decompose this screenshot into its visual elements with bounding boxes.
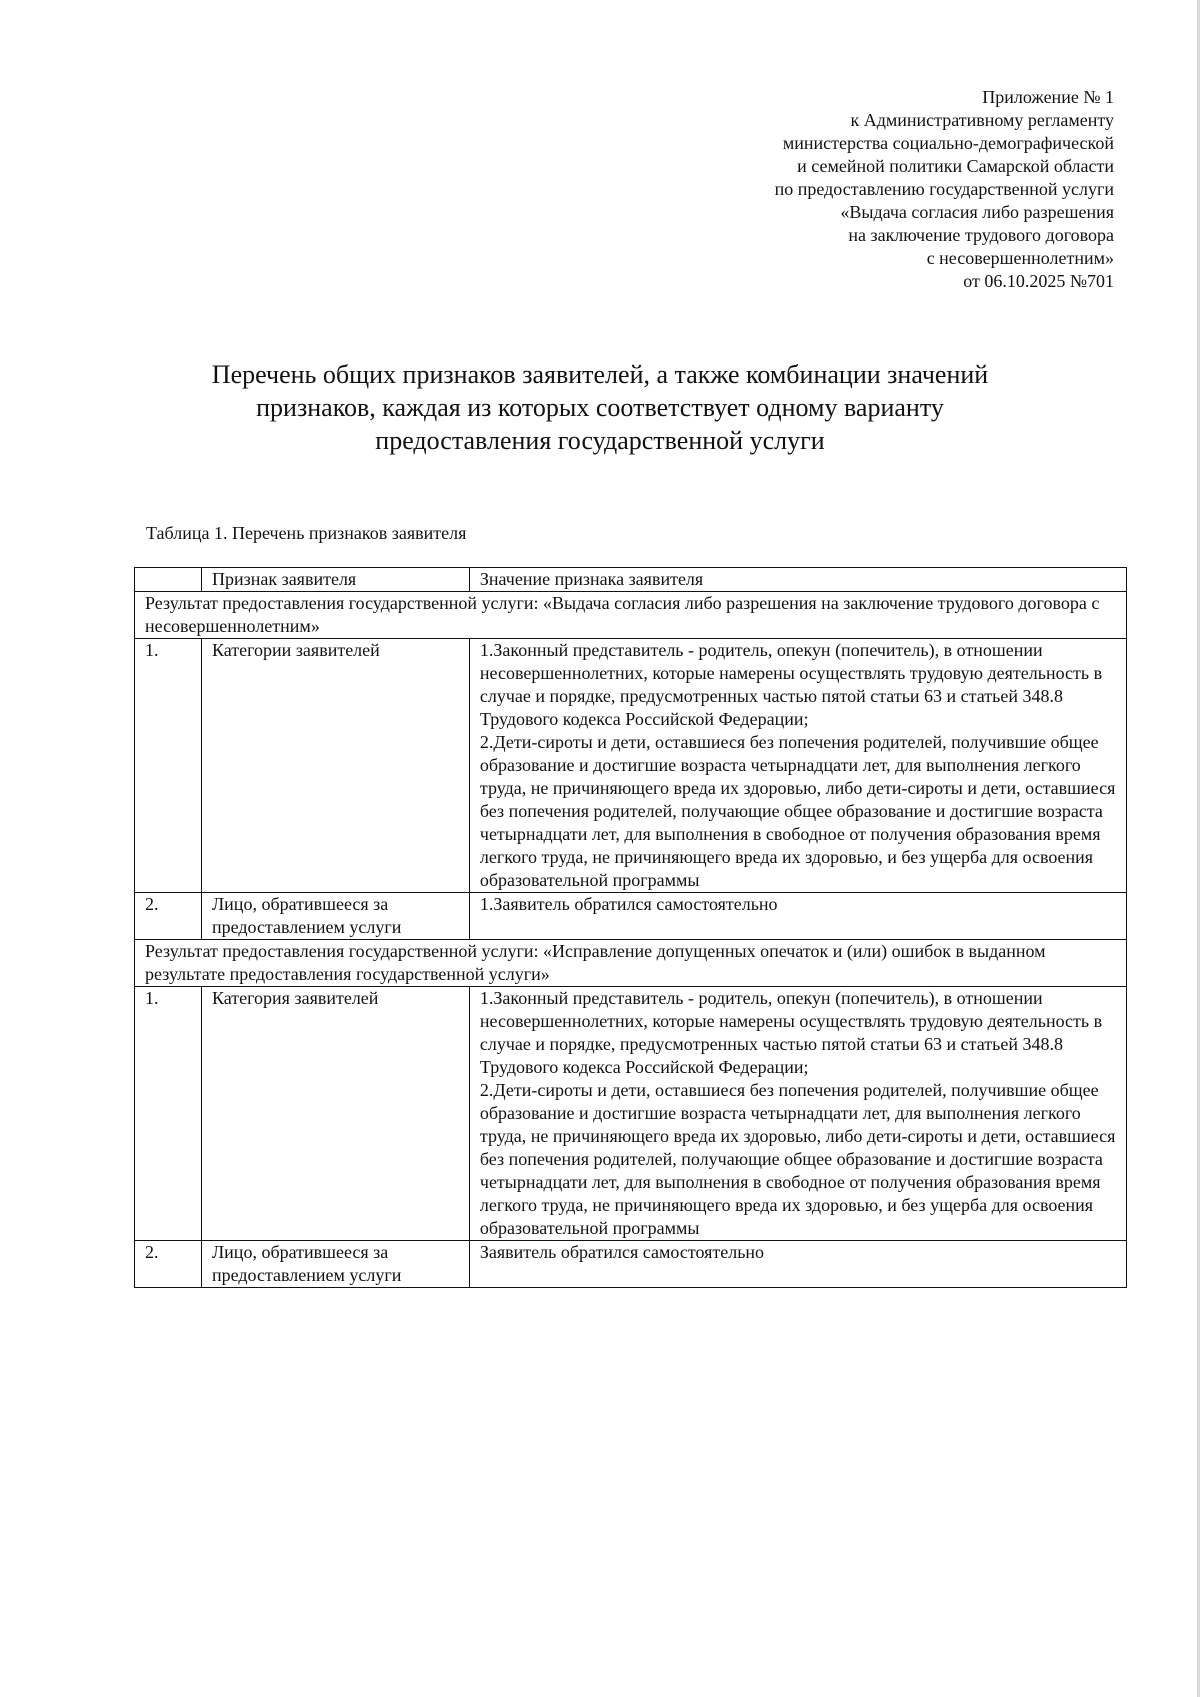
document-title (140, 358, 1060, 457)
appendix-line: с несовершеннолетним» (926, 248, 1114, 268)
header-value-cell: Значение признака заявителя (469, 568, 1126, 592)
table-header-row (135, 568, 1127, 592)
appendix-line: к Административному регламенту (850, 110, 1114, 130)
row-value-cell: 1.Законный представитель - родитель, опекун (попечитель), в отношении несовершеннолетних, которые намерены осуществлять трудовую деятельность в случае и порядке, предусмотренных частью пятой статьи 63 и статьей 348.8 Трудового кодекса Российской Федерации; 2.Дети-сироты и дети, оставшиеся без попечения родителей, получившие общее образование и достигшие возраста четырнадцати лет, для выполнения легкого труда, не причиняющего вреда их здоровью, либо дети-сироты и дети, оставшиеся без попечения родителей, получающие общее образование и достигшие возраста четырнадцати лет, для выполнения в свободное от получения образования время легкого труда, не причиняющего вреда их здоровью, и без ущерба для освоения образовательной программы (469, 639, 1126, 893)
appendix-line: Приложение № 1 (982, 87, 1114, 107)
table-row (135, 987, 1127, 1241)
header-sign-cell: Признак заявителя (201, 568, 469, 592)
row-sign-cell: Категория заявителей (201, 987, 469, 1241)
row-number-cell: 2. (135, 1241, 202, 1288)
appendix-line: и семейной политики Самарской области (797, 156, 1114, 176)
section-result-row (135, 940, 1127, 987)
section-result-cell: Результат предоставления государственной услуги: «Исправление допущенных опечаток и (или) ошибок в выданном результате предоставления государственной услуги» (135, 940, 1127, 987)
section-result-cell: Результат предоставления государственной услуги: «Выдача согласия либо разрешения на заключение трудового договора с несовершеннолетним» (135, 592, 1127, 639)
row-sign-cell: Лицо, обратившееся за предоставлением услуги (201, 1241, 469, 1288)
appendix-line: министерства социально-демографической (782, 133, 1114, 153)
title-line: предоставления государственной услуги (375, 426, 825, 455)
table-row (135, 893, 1127, 940)
appendix-line: на заключение трудового договора (848, 225, 1114, 245)
row-number-cell: 2. (135, 893, 202, 940)
appendix-date-line: от 06.10.2025 №701 (963, 271, 1114, 291)
appendix-header (594, 86, 1114, 293)
section-result-row (135, 592, 1127, 639)
row-number-cell: 1. (135, 987, 202, 1241)
table-row (135, 1241, 1127, 1288)
row-sign-cell: Категории заявителей (201, 639, 469, 893)
appendix-line: по предоставлению государственной услуги (774, 179, 1114, 199)
title-line: Перечень общих признаков заявителей, а также комбинации значений (211, 360, 989, 389)
row-number-cell: 1. (135, 639, 202, 893)
appendix-line: «Выдача согласия либо разрешения (840, 202, 1114, 222)
title-line: признаков, каждая из которых соответствует одному варианту (256, 393, 944, 422)
applicant-criteria-table (134, 567, 1127, 1288)
header-number-cell (135, 568, 202, 592)
row-sign-cell: Лицо, обратившееся за предоставлением услуги (201, 893, 469, 940)
row-value-cell: Заявитель обратился самостоятельно (469, 1241, 1126, 1288)
row-value-cell: 1.Законный представитель - родитель, опекун (попечитель), в отношении несовершеннолетних, которые намерены осуществлять трудовую деятельность в случае и порядке, предусмотренных частью пятой статьи 63 и статьей 348.8 Трудового кодекса Российской Федерации; 2.Дети-сироты и дети, оставшиеся без попечения родителей, получившие общее образование и достигшие возраста четырнадцати лет, для выполнения легкого труда, не причиняющего вреда их здоровью, либо дети-сироты и дети, оставшиеся без попечения родителей, получающие общее образование и достигшие возраста четырнадцати лет, для выполнения в свободное от получения образования время легкого труда, не причиняющего вреда их здоровью, и без ущерба для освоения образовательной программы (469, 987, 1126, 1241)
table-caption: Таблица 1. Перечень признаков заявителя (146, 523, 467, 543)
row-value-cell: 1.Заявитель обратился самостоятельно (469, 893, 1126, 940)
table-row (135, 639, 1127, 893)
